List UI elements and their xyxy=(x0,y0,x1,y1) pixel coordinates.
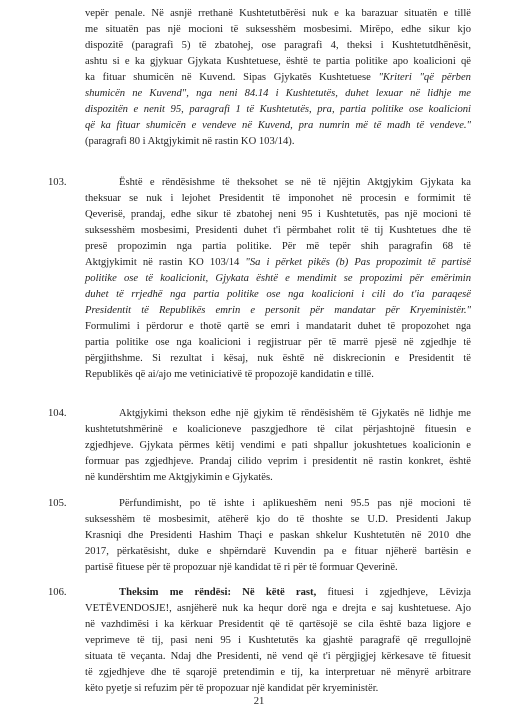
quote-line: duhet të rrjedhë nga partia politike ose nga koalicioni i cili do t'ia paraqesë xyxy=(85,289,471,300)
text-segment: Aktgjykimit në rastin KO 103/14 xyxy=(85,257,246,268)
quote-line: Presidentit të Republikës emrin e personit për mandatar për Kryeministër." xyxy=(85,305,471,316)
citation-line: (paragrafi 80 i Aktgjykimit në rastin KO 103/14). xyxy=(85,136,295,147)
paragraph-number: 104. xyxy=(48,408,67,419)
quote-line: dispozitën e nenit 95, paragrafi 1 të Kushtetutës, pra, partia politike ose koalicioni xyxy=(85,104,471,115)
text-line: suksesshëm të mosbesimit, atëherë kjo do të thoshte se U.D. Presidenti Jakup xyxy=(85,514,471,525)
text-line: Formulimi i përdorur e thotë qartë se emri i mandatarit duhet të propozohet nga xyxy=(85,321,471,332)
text-line: VETËVENDOSJE!, asnjëherë nuk ka hequr dorë nga e drejta e saj kushtetuese. Ajo xyxy=(85,603,471,614)
text-line: dispozitë (paragrafi 5) të zbatohej, ose paragrafi 4, theksi i Kushtetutdhënësit, xyxy=(85,40,471,51)
text-line: përgjithshme. Si rezultat i kësaj, nuk është në diskrecionin e Presidentit të xyxy=(85,353,471,364)
text-line: kushtetutshmërinë e koalicioneve paszgjedhore të cilat përjashtojnë fituesin e xyxy=(85,424,471,435)
quote-segment: "Kriteri "që përben xyxy=(378,72,471,83)
text-line: 2017, përkatësisht, duke e shpërndarë Kuvendin pa e fituar njëherë bartësin e xyxy=(85,546,471,557)
page-number: 21 xyxy=(253,696,265,707)
paragraph-number: 103. xyxy=(48,177,67,188)
text-line: suksesshëm mosbesimi, Presidenti duhet t'i përmbahet rolit të tij Kushtetues dhe të xyxy=(85,225,471,236)
text-line: në kundërshtim me Aktgjykimin e Gjykatës. xyxy=(85,472,273,483)
text-line: të zgjedhjeve dhe të sqarojë pretendimin e tij, ka interpretuar në mënyrë arbitrare xyxy=(85,667,471,678)
quote-line: që ka fituar shumicën e vendeve në Kuvend, pra numrin më të madh të vendeve." xyxy=(85,120,471,131)
text-line: Përfundimisht, po të ishte i aplikueshëm neni 95.5 pas një mocioni të xyxy=(119,498,471,509)
text-line: situata të veçanta. Ndaj dhe Presidenti, në vend që t'i përgjigjej kërkesave të fituesit xyxy=(85,651,471,662)
text-line: ashtu si e ka gjykuar Gjykata Kushtetuese, është te partia politike apo koalicioni që xyxy=(85,56,471,67)
text-line: me situatën pas një mocioni të suksesshëm mosbesimi. Mirëpo, edhe sikur kjo xyxy=(85,24,471,35)
text-line: presë propozimin nga partia politike. Për më tepër shih paragrafin 68 të xyxy=(85,241,471,252)
text-segment: ka fituar shumicën në Kuvend. Sipas Gjykatës Kushtetuese xyxy=(85,72,379,83)
text-line: në vazhdimësi i ka kërkuar Presidentit që të qartësojë se cila është baza ligjore e xyxy=(85,619,471,630)
text-line: partisë fituese për të propozuar një kandidat të ri për të formuar Qeverinë. xyxy=(85,562,398,573)
text-line: Republikës që ai/ajo me vetiniciativë të propozojë kandidatin e tillë. xyxy=(85,369,374,380)
text-line: formuar pas zgjedhjeve. Prandaj cilido veprim i presidentit në rastin konkret, është xyxy=(85,456,471,467)
text-line: Qeverisë, prandaj, edhe sikur të zbatohej neni 95 i Kushtetutës, pas një mocioni të xyxy=(85,209,471,220)
text-line: Aktgjykimi thekson edhe një gjykim të rëndësishëm të Gjykatës në lidhje me xyxy=(119,408,471,419)
text-line xyxy=(85,255,471,270)
text-segment: fituesi i zgjedhjeve, Lëvizja xyxy=(316,587,471,598)
text-line: Krasniqi dhe Presidenti Hashim Thaçi e paskan shkelur Kushtetutën në 2010 dhe xyxy=(85,530,471,541)
text-line: partia politike ose nga koalicioni i regjistruar për të marrë pjesë në zgjedhje të xyxy=(85,337,471,348)
text-line: theksuar se nuk i lejohet Presidentit të imponohet në procesin e formimit të xyxy=(85,193,471,204)
quote-line: shumicën ne Kuvend", nga neni 84.14 i Kushtetutës, duhet lexuar në lidhje me xyxy=(85,88,471,99)
paragraph-number: 105. xyxy=(48,498,67,509)
text-line: Është e rëndësishme të theksohet se në të njëjtin Aktgjykim Gjykata ka xyxy=(119,177,471,188)
emphasis-lead: Theksim me rëndësi: Në këtë rast, xyxy=(119,587,317,598)
text-line: këto pyetje si refuzim për të propozuar një kandidat për kryeministër. xyxy=(85,683,379,694)
quote-line: politike ose të koalicionit, Gjykata është e mendimit se propozimi për emërimin xyxy=(85,273,471,284)
text-line: zgjedhjeve. Gjykata përmes këtij vendimi e pati shpallur jokushtetues koalicionin e xyxy=(85,440,471,451)
paragraph-number: 106. xyxy=(48,587,67,598)
text-line: vepër penale. Në asnjë rrethanë Kushtetutbërësi nuk e ka barazuar situatën e tillë xyxy=(85,8,471,19)
quote-segment: "Sa i përket pikës (b) Pas propozimit të partisë xyxy=(245,257,471,268)
text-line: veprimeve të tij, pasi neni 95 i Kushtetutës ka gjashtë paragrafë që rregullojnë xyxy=(85,635,471,646)
text-line xyxy=(119,585,471,600)
text-line xyxy=(85,70,471,85)
